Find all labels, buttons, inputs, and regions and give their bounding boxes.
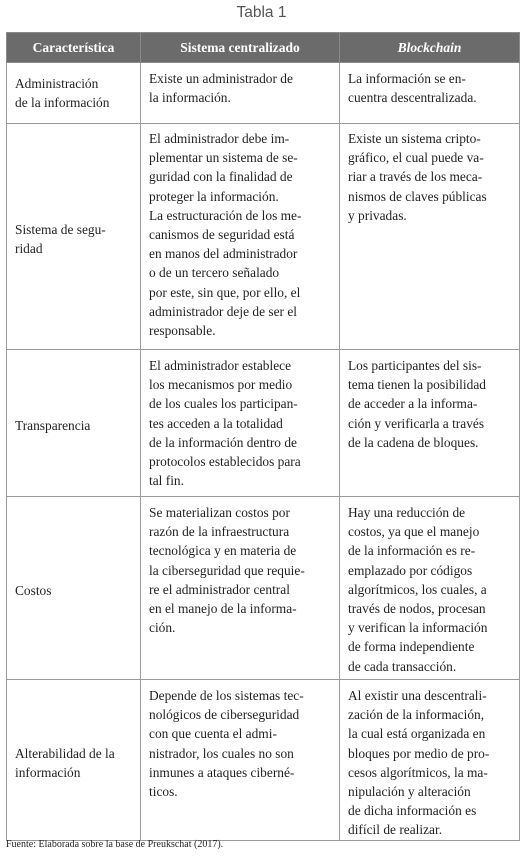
feature-cell: Costos <box>7 497 141 680</box>
blockchain-cell: La información se en- cuentra descentralizada. <box>340 63 520 124</box>
feature-cell: Transparencia <box>7 350 141 497</box>
centralized-cell: Existe un administrador de la información. <box>141 63 340 124</box>
centralized-cell: Depende de los sistemas tec- nológicos de ciberseguridad con que cuenta el admi- nistrador, los cuales no son inmunes a ataques ciberné- ticos. <box>141 680 340 841</box>
table-row <box>7 680 520 841</box>
centralized-cell: El administrador establece los mecanismos por medio de los cuales los participan- tes acceden a la totalidad de la información dentro de protocolos establecidos para tal fin. <box>141 350 340 497</box>
blockchain-cell: Existe un sistema cripto- gráfico, el cual puede va- riar a través de los meca- nismos de claves públicas y privadas. <box>340 124 520 350</box>
table-header-row <box>7 33 520 63</box>
feature-cell: Administración de la información <box>7 63 141 124</box>
table-row <box>7 124 520 350</box>
header-feature: Característica <box>7 33 141 63</box>
centralized-cell: El administrador debe im- plementar un sistema de se- guridad con la finalidad de proteger la información. La estructuración de los me- canismos de seguridad está en manos del administrador o de un tercero señalado por este, sin que, por ello, el administrador deje de ser el responsable. <box>141 124 340 350</box>
table-row <box>7 63 520 124</box>
table-row <box>7 497 520 680</box>
source-note: Fuente: Elaborada sobre la base de Preukschat (2017). <box>6 839 224 850</box>
feature-cell: Sistema de segu- ridad <box>7 124 141 350</box>
table-row <box>7 350 520 497</box>
blockchain-cell: Hay una reducción de costos, ya que el manejo de la información es re- emplazado por códigos algorítmicos, los cuales, a través de nodos, procesan y verifican la información de forma independiente de cada transacción. <box>340 497 520 680</box>
header-centralized: Sistema centralizado <box>141 33 340 63</box>
blockchain-cell: Al existir una descentrali- zación de la información, la cual está organizada en bloques por medio de pro- cesos algorítmicos, la ma- nipulación y alteración de dicha información es difícil de realizar. <box>340 680 520 841</box>
comparison-table <box>6 32 520 841</box>
blockchain-cell: Los participantes del sis- tema tienen la posibilidad de acceder a la informa- ción y verificarla a través de la cadena de bloques. <box>340 350 520 497</box>
table-caption: Tabla 1 <box>236 4 287 21</box>
centralized-cell: Se materializan costos por razón de la infraestructura tecnológica y en materia de la ciberseguridad que requie- re el administrador central en el manejo de la informa- ción. <box>141 497 340 680</box>
header-blockchain: Blockchain <box>340 33 520 63</box>
feature-cell: Alterabilidad de la información <box>7 680 141 841</box>
